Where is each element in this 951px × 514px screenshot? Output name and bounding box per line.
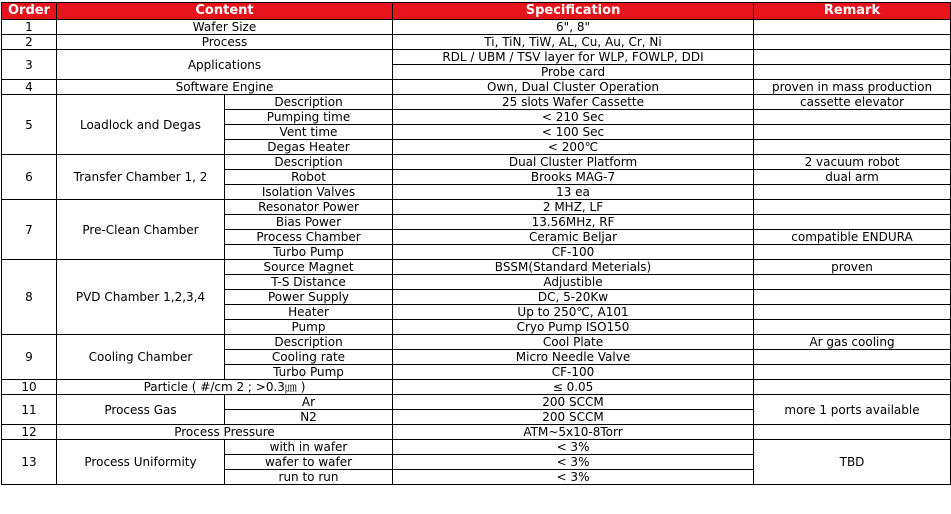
sub-content-cell: Description <box>225 335 393 350</box>
remark-cell: dual arm <box>754 170 951 185</box>
order-cell: 7 <box>2 200 57 260</box>
header-row <box>2 3 951 20</box>
order-cell: 6 <box>2 155 57 200</box>
remark-cell <box>754 320 951 335</box>
content-cell: Loadlock and Degas <box>57 95 225 155</box>
spec-cell: 200 SCCM <box>393 395 754 410</box>
remark-cell <box>754 425 951 440</box>
table-row <box>2 260 951 275</box>
spec-cell: ≤ 0.05 <box>393 380 754 395</box>
spec-cell: Brooks MAG-7 <box>393 170 754 185</box>
spec-cell: 2 MHZ, LF <box>393 200 754 215</box>
header-order: Order <box>2 3 57 20</box>
remark-cell <box>754 35 951 50</box>
table-row <box>2 425 951 440</box>
spec-cell: < 200℃ <box>393 140 754 155</box>
sub-content-cell: Degas Heater <box>225 140 393 155</box>
remark-cell: compatible ENDURA <box>754 230 951 245</box>
spec-cell: CF-100 <box>393 245 754 260</box>
remark-cell <box>754 50 951 65</box>
remark-cell <box>754 380 951 395</box>
specification-table <box>1 2 951 485</box>
order-cell: 8 <box>2 260 57 335</box>
spec-cell: Own, Dual Cluster Operation <box>393 80 754 95</box>
remark-cell <box>754 275 951 290</box>
spec-cell: CF-100 <box>393 365 754 380</box>
sub-content-cell: Resonator Power <box>225 200 393 215</box>
spec-cell: Ceramic Beljar <box>393 230 754 245</box>
content-cell: Applications <box>57 50 393 80</box>
remark-cell: proven in mass production <box>754 80 951 95</box>
sub-content-cell: Ar <box>225 395 393 410</box>
table-row <box>2 200 951 215</box>
table-row <box>2 380 951 395</box>
spec-cell: < 3% <box>393 470 754 485</box>
spec-cell: < 210 Sec <box>393 110 754 125</box>
table-row <box>2 80 951 95</box>
order-cell: 13 <box>2 440 57 485</box>
spec-cell: Adjustible <box>393 275 754 290</box>
spec-cell: < 100 Sec <box>393 125 754 140</box>
remark-cell: more 1 ports available <box>754 395 951 425</box>
remark-cell <box>754 350 951 365</box>
sub-content-cell: Turbo Pump <box>225 365 393 380</box>
table-row <box>2 395 951 410</box>
order-cell: 9 <box>2 335 57 380</box>
table-row <box>2 50 951 65</box>
remark-cell <box>754 185 951 200</box>
spec-cell: BSSM(Standard Meterials) <box>393 260 754 275</box>
order-cell: 3 <box>2 50 57 80</box>
table-row <box>2 335 951 350</box>
content-cell: Transfer Chamber 1, 2 <box>57 155 225 200</box>
sub-content-cell: Turbo Pump <box>225 245 393 260</box>
spec-cell: Micro Needle Valve <box>393 350 754 365</box>
sub-content-cell: Pumping time <box>225 110 393 125</box>
remark-cell: Ar gas cooling <box>754 335 951 350</box>
table-row <box>2 20 951 35</box>
header-content: Content <box>57 3 393 20</box>
content-cell: Cooling Chamber <box>57 335 225 380</box>
spec-cell: Up to 250℃, A101 <box>393 305 754 320</box>
remark-cell <box>754 200 951 215</box>
spec-cell: RDL / UBM / TSV layer for WLP, FOWLP, DDI <box>393 50 754 65</box>
order-cell: 11 <box>2 395 57 425</box>
content-cell: Wafer Size <box>57 20 393 35</box>
sub-content-cell: Isolation Valves <box>225 185 393 200</box>
table-row <box>2 95 951 110</box>
content-cell: PVD Chamber 1,2,3,4 <box>57 260 225 335</box>
order-cell: 12 <box>2 425 57 440</box>
remark-cell: 2 vacuum robot <box>754 155 951 170</box>
spec-cell: 200 SCCM <box>393 410 754 425</box>
content-cell: Process <box>57 35 393 50</box>
sub-content-cell: Robot <box>225 170 393 185</box>
remark-cell <box>754 140 951 155</box>
order-cell: 2 <box>2 35 57 50</box>
sub-content-cell: Cooling rate <box>225 350 393 365</box>
sub-content-cell: Source Magnet <box>225 260 393 275</box>
sub-content-cell: T-S Distance <box>225 275 393 290</box>
order-cell: 10 <box>2 380 57 395</box>
spec-cell: < 3% <box>393 455 754 470</box>
remark-cell: cassette elevator <box>754 95 951 110</box>
header-remark: Remark <box>754 3 951 20</box>
sub-content-cell: Pump <box>225 320 393 335</box>
sub-content-cell: Bias Power <box>225 215 393 230</box>
spec-cell: 13 ea <box>393 185 754 200</box>
spec-cell: Cryo Pump ISO150 <box>393 320 754 335</box>
remark-cell <box>754 125 951 140</box>
sub-content-cell: Description <box>225 95 393 110</box>
sub-content-cell: wafer to wafer <box>225 455 393 470</box>
remark-cell <box>754 305 951 320</box>
remark-cell <box>754 20 951 35</box>
sub-content-cell: Heater <box>225 305 393 320</box>
table-row <box>2 155 951 170</box>
sub-content-cell: run to run <box>225 470 393 485</box>
spec-cell: < 3% <box>393 440 754 455</box>
order-cell: 5 <box>2 95 57 155</box>
order-cell: 1 <box>2 20 57 35</box>
table-row <box>2 35 951 50</box>
remark-cell <box>754 290 951 305</box>
content-cell: Process Gas <box>57 395 225 425</box>
remark-cell: TBD <box>754 440 951 485</box>
spec-cell: Ti, TiN, TiW, AL, Cu, Au, Cr, Ni <box>393 35 754 50</box>
sub-content-cell: Vent time <box>225 125 393 140</box>
remark-cell <box>754 215 951 230</box>
sub-content-cell: Description <box>225 155 393 170</box>
remark-cell <box>754 365 951 380</box>
table-row <box>2 440 951 455</box>
spec-cell: 13.56MHz, RF <box>393 215 754 230</box>
remark-cell <box>754 110 951 125</box>
sub-content-cell: with in wafer <box>225 440 393 455</box>
content-cell: Pre-Clean Chamber <box>57 200 225 260</box>
remark-cell: proven <box>754 260 951 275</box>
remark-cell <box>754 65 951 80</box>
spec-cell: 6", 8" <box>393 20 754 35</box>
content-cell: Software Engine <box>57 80 393 95</box>
spec-cell: Probe card <box>393 65 754 80</box>
sub-content-cell: Process Chamber <box>225 230 393 245</box>
content-cell: Particle ( #/cm 2 ; >0.3㎛ ) <box>57 380 393 395</box>
header-specification: Specification <box>393 3 754 20</box>
spec-cell: 25 slots Wafer Cassette <box>393 95 754 110</box>
content-cell: Process Uniformity <box>57 440 225 485</box>
remark-cell <box>754 245 951 260</box>
sub-content-cell: Power Supply <box>225 290 393 305</box>
content-cell: Process Pressure <box>57 425 393 440</box>
order-cell: 4 <box>2 80 57 95</box>
spec-cell: DC, 5-20Kw <box>393 290 754 305</box>
sub-content-cell: N2 <box>225 410 393 425</box>
spec-cell: Cool Plate <box>393 335 754 350</box>
spec-cell: ATM~5x10-8Torr <box>393 425 754 440</box>
spec-cell: Dual Cluster Platform <box>393 155 754 170</box>
